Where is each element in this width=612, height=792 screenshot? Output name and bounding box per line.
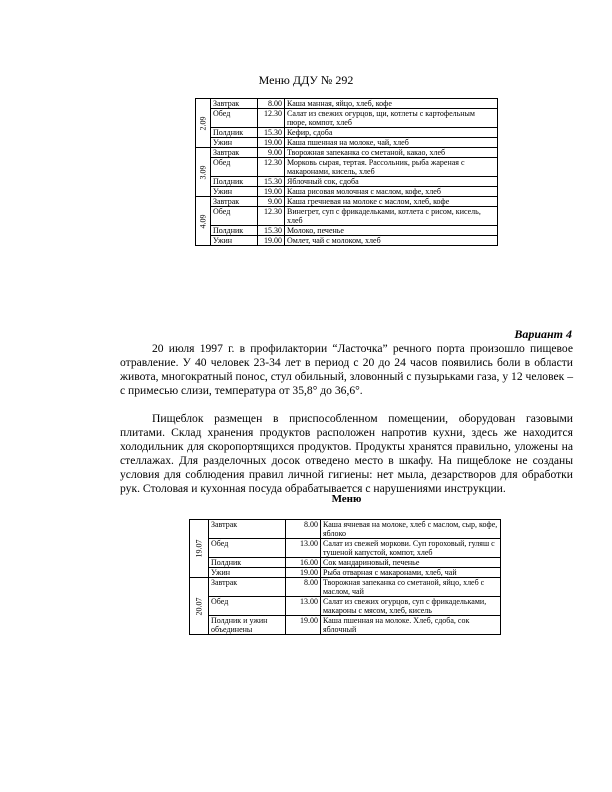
menu-2-title: Меню [331,493,362,505]
time-cell: 15.30 [258,177,285,187]
meal-cell: Обед [211,109,258,128]
dish-cell: Салат из свежих огурцов, щи, котлеты с картофельным пюре, компот, хлеб [285,109,498,128]
meal-cell: Ужин [211,236,258,246]
time-cell: 13.00 [286,539,321,558]
dish-cell: Каша пшенная на молоке. Хлеб, сдоба, сок яблочный [321,616,501,635]
day-date: 4.09 [196,197,211,246]
table-row [196,197,498,207]
table-row [190,578,501,597]
table-row [196,128,498,138]
time-cell: 12.30 [258,158,285,177]
table-row [190,568,501,578]
paragraph-1-text: 20 июля 1997 г. в профилактории “Ласточка” речного порта произошло пищевое отравление. У 40 человек 23-34 лет в период с 20 до 24 часов появились боли в области живота, многократный понос, стул обильный, зловонный с пузырьками газа, у 12 человек – с примесью слизи, температура от 35,8° до 36,6°. [120,342,573,397]
paragraph-2 [120,412,573,496]
time-cell: 19.00 [286,616,321,635]
dish-cell: Творожная запеканка со сметаной, яйцо, хлеб с маслом, чай [321,578,501,597]
dish-cell: Морковь сырая, тертая. Рассольник, рыба жареная с макаронами, кисель, хлеб [285,158,498,177]
day-date: 2.09 [196,99,211,148]
table-row [190,558,501,568]
meal-cell: Ужин [211,138,258,148]
dish-cell: Винегрет, суп с фрикадельками, котлета с рисом, кисель, хлеб [285,207,498,226]
dish-cell: Рыба отварная с макаронами, хлеб, чай [321,568,501,578]
table-row [190,616,501,635]
time-cell: 16.00 [286,558,321,568]
dish-cell: Салат из свежих огурцов, суп с фрикадельками, макароны с мясом, хлеб, кисель [321,597,501,616]
meal-cell: Завтрак [211,99,258,109]
meal-cell: Завтрак [209,578,286,597]
table-row [196,226,498,236]
table-row [196,236,498,246]
meal-cell: Полдник [211,177,258,187]
table-row [190,539,501,558]
meal-cell: Полдник и ужин объединены [209,616,286,635]
paragraph-1 [120,342,573,398]
dish-cell: Сок мандариновый, печенье [321,558,501,568]
meal-cell: Завтрак [211,148,258,158]
dish-cell: Каша ячневая на молоке, хлеб с маслом, сыр, кофе, яблоко [321,520,501,539]
dish-cell: Омлет, чай с молоком, хлеб [285,236,498,246]
table-row [196,109,498,128]
meal-cell: Обед [209,597,286,616]
meal-cell: Полдник [209,558,286,568]
paragraph-2-text: Пищеблок размещен в приспособленном помещении, оборудован газовыми плитами. Склад хранения продуктов расположен напротив кухни, здесь же находится холодильник для скоропортящихся продуктов. Продукты хранятся правильно, уложены на стеллажах. Для разделочных досок отведено место в шкафу. На пищеблоке не созданы условия для соблюдения правил личной гигиены: нет мыла, дезарстворов для обработки рук. Столовая и кухонная посуда обрабатывается с нарушениями инструкции. [120,412,573,495]
day-date: 20.07 [190,578,209,635]
table-row [196,158,498,177]
variant-heading: Вариант 4 [514,327,572,341]
meal-cell: Полдник [211,226,258,236]
meal-cell: Ужин [209,568,286,578]
time-cell: 8.00 [258,99,285,109]
time-cell: 19.00 [286,568,321,578]
table-row [196,148,498,158]
table-row [196,207,498,226]
time-cell: 9.00 [258,197,285,207]
menu-1-table [195,98,498,246]
table-row [190,520,501,539]
dish-cell: Каша манная, яйцо, хлеб, кофе [285,99,498,109]
meal-cell: Завтрак [209,520,286,539]
dish-cell: Каша пшенная на молоке, чай, хлеб [285,138,498,148]
dish-cell: Кефир, сдоба [285,128,498,138]
table-row [196,99,498,109]
dish-cell: Яблочный сок, сдоба [285,177,498,187]
meal-cell: Обед [209,539,286,558]
meal-cell: Ужин [211,187,258,197]
table-row [196,177,498,187]
meal-cell: Завтрак [211,197,258,207]
table-row [196,187,498,197]
time-cell: 12.30 [258,207,285,226]
dish-cell: Каша рисовая молочная с маслом, кофе, хлеб [285,187,498,197]
dish-cell: Салат из свежей моркови. Суп гороховый, гуляш с тушеной капустой, компот, хлеб [321,539,501,558]
dish-cell: Творожная запеканка со сметаной, какао, хлеб [285,148,498,158]
menu-2-table [189,519,501,635]
time-cell: 12.30 [258,109,285,128]
day-date: 3.09 [196,148,211,197]
dish-cell: Каша гречневая на молоке с маслом, хлеб, кофе [285,197,498,207]
time-cell: 19.00 [258,236,285,246]
table-row [190,597,501,616]
time-cell: 13.00 [286,597,321,616]
time-cell: 8.00 [286,520,321,539]
time-cell: 15.30 [258,226,285,236]
time-cell: 19.00 [258,187,285,197]
time-cell: 19.00 [258,138,285,148]
time-cell: 15.30 [258,128,285,138]
meal-cell: Обед [211,207,258,226]
dish-cell: Молоко, печенье [285,226,498,236]
time-cell: 8.00 [286,578,321,597]
menu-1-title: Меню ДДУ № 292 [258,73,354,87]
table-row [196,138,498,148]
time-cell: 9.00 [258,148,285,158]
meal-cell: Полдник [211,128,258,138]
day-date: 19.07 [190,520,209,578]
meal-cell: Обед [211,158,258,177]
